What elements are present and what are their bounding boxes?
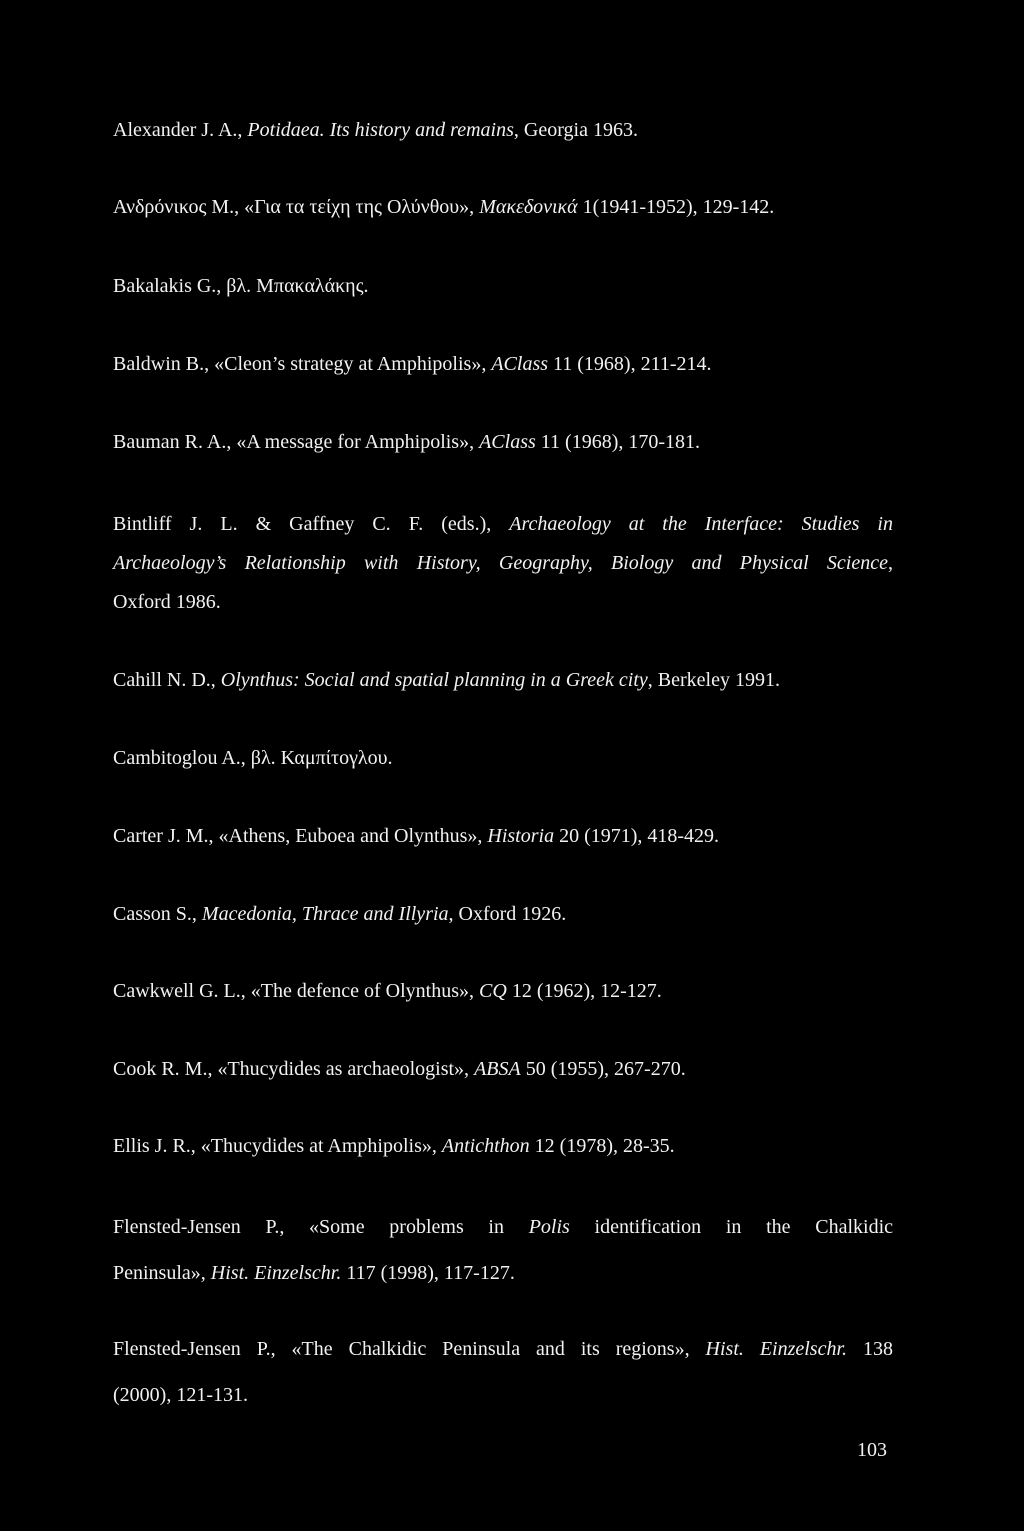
entry-text: Ellis J. R., «Thucydides at Amphipolis», — [113, 1135, 442, 1157]
entry-line — [113, 1326, 893, 1372]
entry-italic-text: Archaeology at the Interface: Studies in — [509, 513, 893, 535]
entry-text: Bauman R. A., «A message for Amphipolis», — [113, 431, 480, 453]
entry-text: Carter J. M., «Athens, Euboea and Olynthus», — [113, 825, 488, 847]
entry-text: 1(1941-1952), 129-142. — [577, 196, 775, 218]
entry-text: identification in the Chalkidic — [569, 1216, 893, 1238]
entry-text: Bintliff J. L. & Gaffney C. F. (eds.), — [113, 513, 510, 535]
bibliography-entry — [113, 112, 893, 149]
entry-italic-text: Antichthon — [441, 1135, 530, 1157]
entry-italic-text: CQ — [479, 980, 507, 1002]
entry-italic-text: Macedonia, Thrace and Illyria — [201, 903, 449, 925]
entry-text: Baldwin B., «Cleon’s strategy at Amphipolis», — [113, 353, 492, 375]
entry-text: Casson S., — [113, 903, 202, 925]
bibliography-entry — [113, 662, 893, 699]
bibliography-entry — [113, 505, 893, 622]
bibliography-entry — [113, 740, 893, 777]
entry-text: Bakalakis G., βλ. Μπακαλάκης. — [113, 275, 369, 297]
entry-text: Peninsula», — [113, 1262, 211, 1284]
entry-text: 12 (1978), 28-35. — [529, 1135, 675, 1157]
entry-line — [113, 544, 893, 583]
entry-text: Flensted-Jensen P., «Some problems in — [113, 1216, 529, 1238]
entry-italic-text: AClass — [491, 353, 549, 375]
entry-italic-text: Hist. Einzelschr. — [210, 1262, 342, 1284]
entry-text: Cambitoglou A., βλ. Καμπίτογλου. — [113, 747, 393, 769]
entry-text: 117 (1998), 117-127. — [341, 1262, 515, 1284]
bibliography-entry — [113, 1326, 893, 1418]
entry-italic-text: Potidaea. Its history and remains — [247, 119, 514, 141]
entry-line — [113, 1372, 893, 1418]
bibliography-entry — [113, 346, 893, 383]
page-number: 103 — [857, 1439, 887, 1461]
entry-text: Cook R. M., «Thucydides as archaeologist», — [113, 1058, 475, 1080]
bibliography-entry — [113, 973, 893, 1010]
entry-text: (2000), 121-131. — [113, 1384, 248, 1406]
entry-text: Oxford 1986. — [113, 591, 221, 613]
bibliography-entry — [113, 1204, 893, 1296]
entry-text: 20 (1971), 418-429. — [554, 825, 720, 847]
bibliography-entry — [113, 268, 893, 305]
entry-italic-text: ABSA — [474, 1058, 521, 1080]
entry-line — [113, 505, 893, 544]
entry-text: 12 (1962), 12-127. — [506, 980, 662, 1002]
entry-italic-text: Historia — [487, 825, 555, 847]
entry-text: 138 — [847, 1338, 893, 1360]
entry-text: 11 (1968), 211-214. — [548, 353, 712, 375]
entry-text: Cawkwell G. L., «The defence of Olynthus», — [113, 980, 480, 1002]
entry-italic-text: Hist. Einzelschr. — [705, 1338, 848, 1360]
bibliography-entry — [113, 1051, 893, 1088]
entry-text: 11 (1968), 170-181. — [535, 431, 701, 453]
entry-line — [113, 1204, 893, 1250]
entry-text: , Oxford 1926. — [448, 903, 567, 925]
bibliography-entry — [113, 424, 893, 461]
entry-text: , Georgia 1963. — [513, 119, 638, 141]
entry-italic-text: Olynthus: Social and spatial planning in a Greek city — [220, 669, 648, 691]
bibliography-entry — [113, 896, 893, 933]
entry-italic-text: AClass — [479, 431, 536, 453]
entry-text: Cahill N. D., — [113, 669, 221, 691]
entry-text: 50 (1955), 267-270. — [520, 1058, 686, 1080]
entry-text: , — [888, 552, 893, 574]
bibliography-entry — [113, 1128, 893, 1165]
entry-text: Flensted-Jensen P., «The Chalkidic Peninsula and its regions», — [113, 1338, 706, 1360]
entry-line — [113, 1250, 893, 1296]
bibliography-entry — [113, 189, 893, 226]
bibliography-entry — [113, 818, 893, 855]
entry-line — [113, 583, 893, 622]
entry-text: , Berkeley 1991. — [647, 669, 780, 691]
entry-italic-text: Polis — [528, 1216, 570, 1238]
entry-italic-text: Μακεδονικά — [479, 196, 578, 218]
entry-italic-text: Archaeology’s Relationship with History, Geography, Biology and Physical Science — [113, 552, 888, 574]
entry-text: Alexander J. A., — [113, 119, 248, 141]
entry-text: Ανδρόνικος Μ., «Για τα τείχη της Ολύνθου», — [113, 196, 480, 218]
